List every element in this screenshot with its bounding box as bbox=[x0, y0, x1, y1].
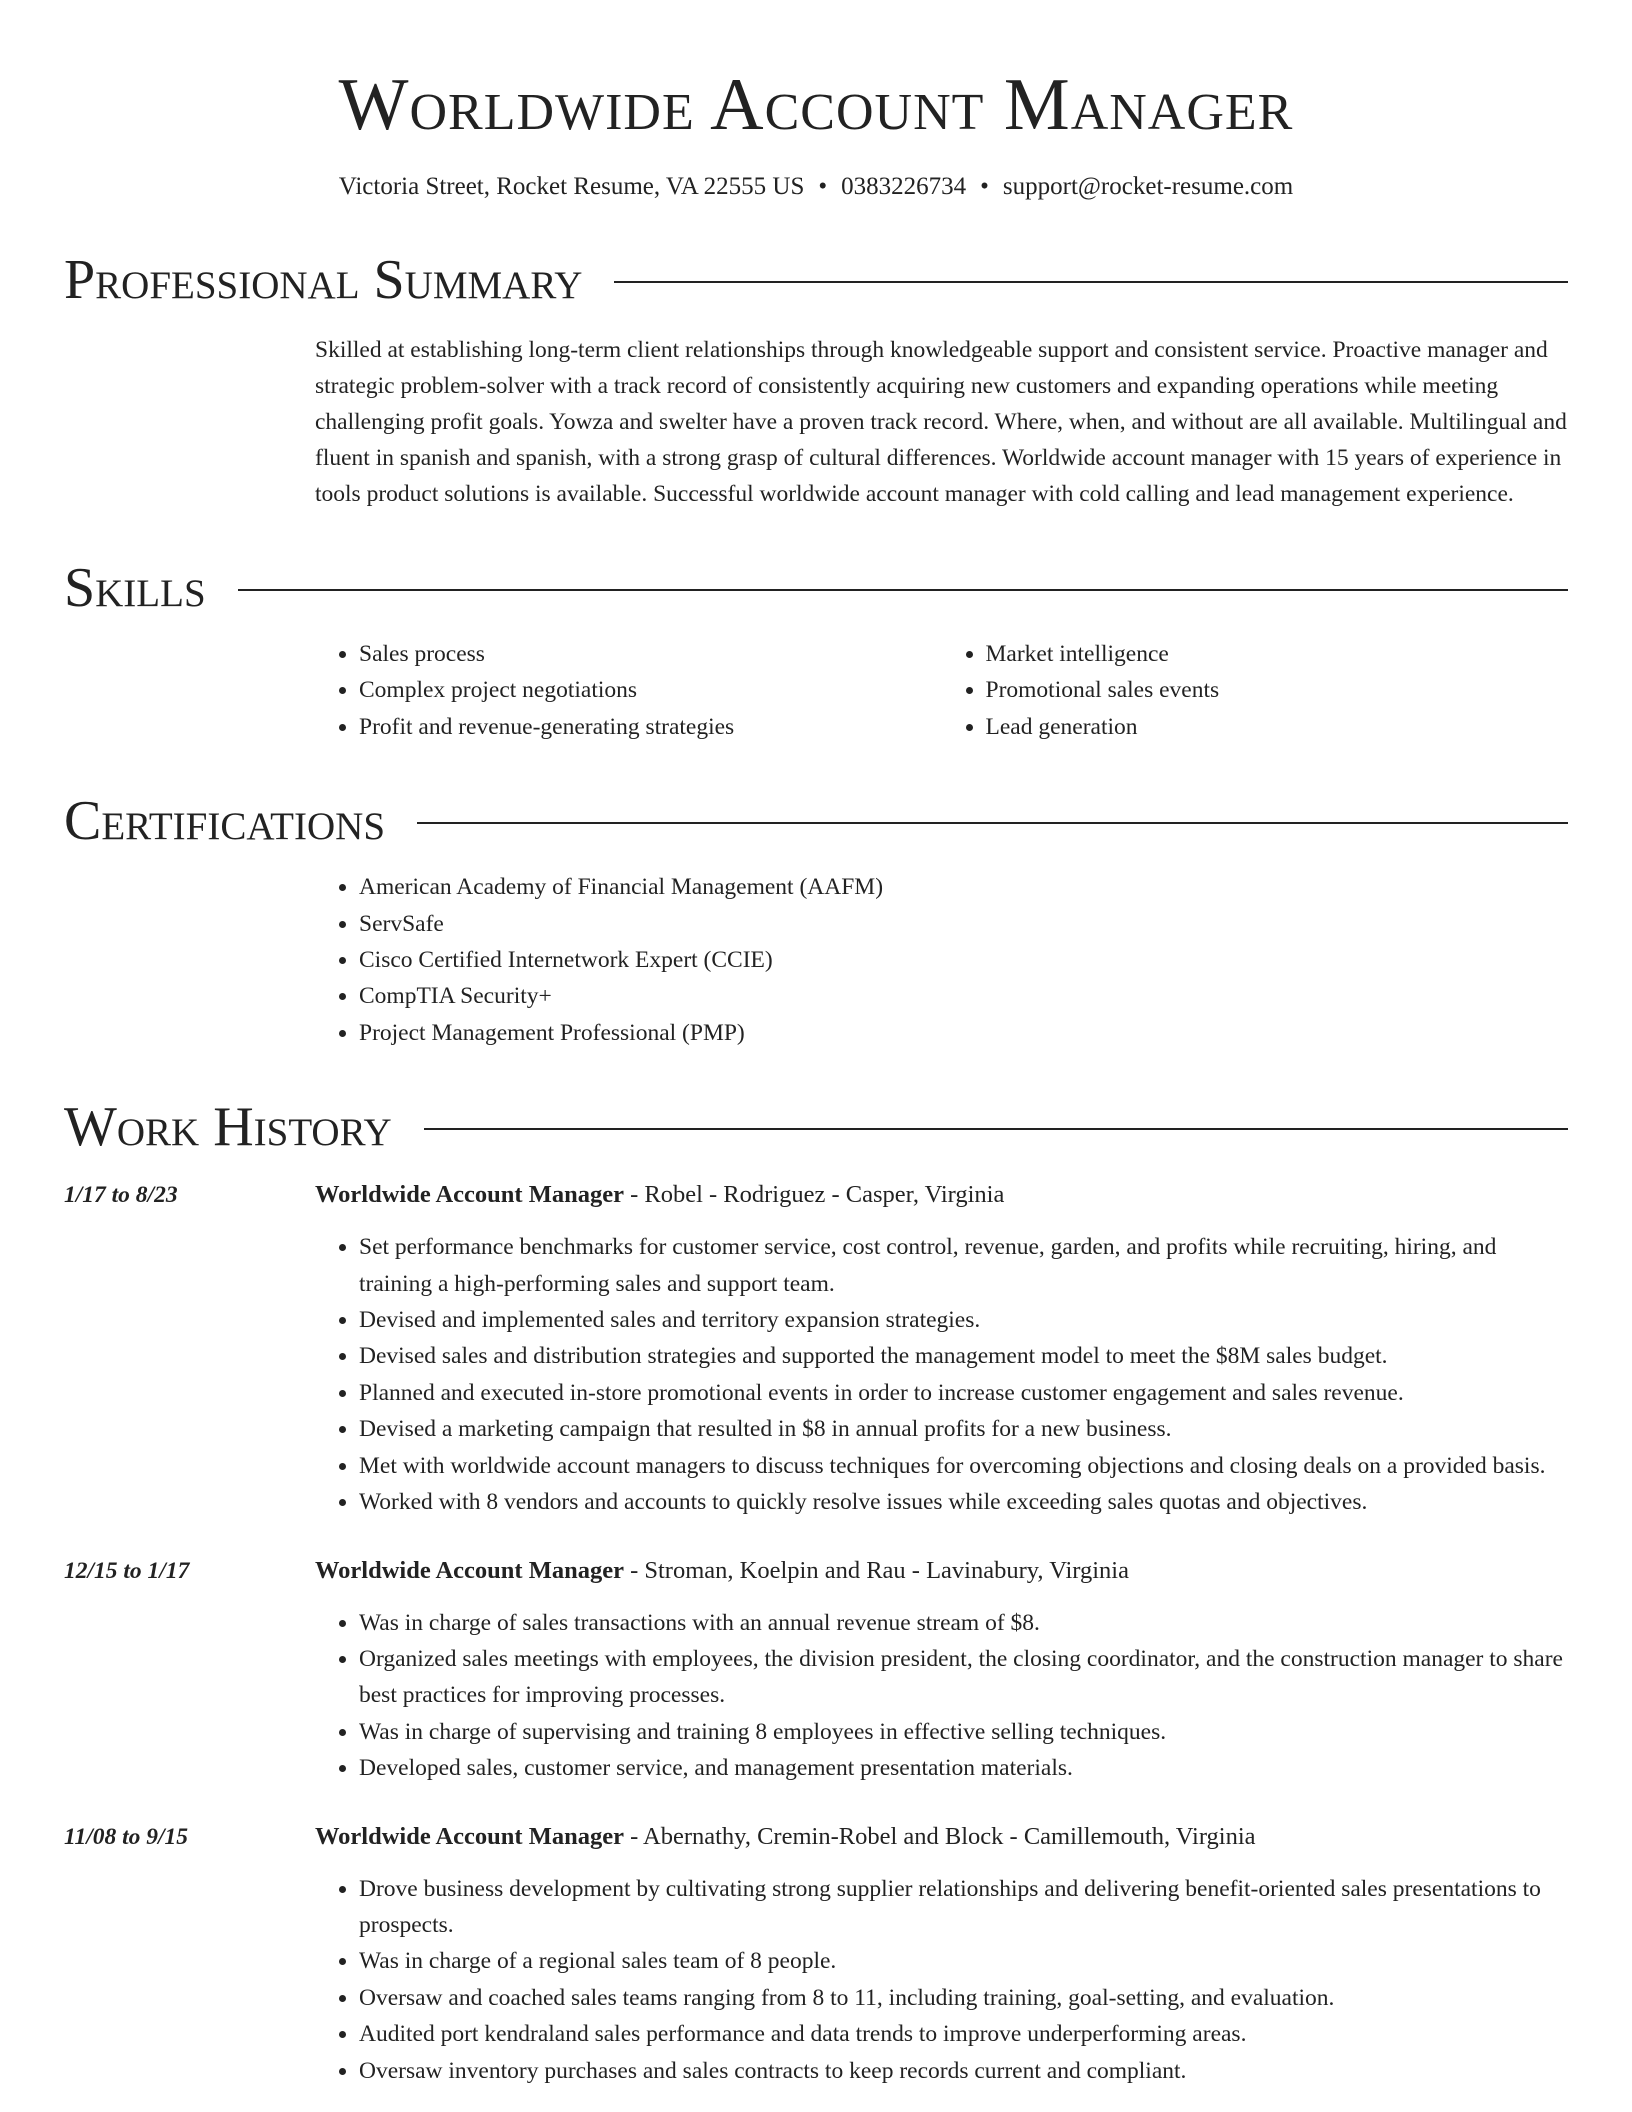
job-title-line bbox=[315, 1553, 1568, 1589]
job-employer: - Stroman, Koelpin and Rau - Lavinabury, Virginia bbox=[623, 1556, 1129, 1584]
job-bullet: • Met with worldwide account managers to discuss techniques for overcoming objections and closing deals on a provided basis. bbox=[359, 1448, 1568, 1484]
summary-text: Skilled at establishing long-term client relationships through knowledgeable support and consistent service. Proactive manager and strategic problem-solver with a track record of consistently acquiring new customers and expanding operations while meeting challenging profit goals. Yowza and swelter have a proven track record. Where, when, and without are all available. Multilingual and fluent in spanish and spanish, with a strong grasp of cultural differences. Worldwide account manager with 15 years of experience in tools product solutions is available. Successful worldwide account manager with cold calling and lead management experience. bbox=[315, 337, 1567, 507]
resume-name: Worldwide Account Manager bbox=[338, 64, 1294, 146]
job-bullet: • Was in charge of a regional sales team of 8 people. bbox=[359, 1943, 1568, 1979]
skills-section-header bbox=[64, 554, 1568, 622]
job-bullet: • Developed sales, customer service, and management presentation materials. bbox=[359, 1750, 1568, 1786]
contact-email: support@rocket-resume.com bbox=[1002, 173, 1294, 200]
job-dates: 1/17 to 8/23 bbox=[64, 1182, 178, 1209]
job-title: Worldwide Account Manager bbox=[315, 1181, 624, 1209]
skills-list bbox=[315, 636, 1568, 745]
certification-item: • American Academy of Financial Management (AAFM) bbox=[359, 869, 1568, 905]
resume-page bbox=[64, 0, 1568, 2089]
skill-item: • Lead generation bbox=[986, 709, 1569, 745]
skill-item: • Profit and revenue-generating strategies bbox=[359, 709, 942, 745]
job-dates: 11/08 to 9/15 bbox=[64, 1823, 189, 1850]
job-dates: 12/15 to 1/17 bbox=[64, 1557, 190, 1584]
job-title: Worldwide Account Manager bbox=[315, 1556, 624, 1584]
job-entry bbox=[64, 1819, 1568, 2089]
job-bullet: • Oversaw inventory purchases and sales contracts to keep records current and compliant. bbox=[359, 2053, 1568, 2089]
work-history-section-header bbox=[64, 1093, 1568, 1161]
job-bullet: • Was in charge of sales transactions with an annual revenue stream of $8. bbox=[359, 1605, 1568, 1641]
job-title-line bbox=[315, 1177, 1568, 1213]
job-bullet: • Devised and implemented sales and territory expansion strategies. bbox=[359, 1302, 1568, 1338]
contact-phone: 0383226734 bbox=[841, 173, 967, 200]
section-divider bbox=[238, 589, 1568, 591]
summary-section-header bbox=[64, 246, 1568, 314]
certification-item: • CompTIA Security+ bbox=[359, 978, 1568, 1014]
skill-item: • Complex project negotiations bbox=[359, 672, 942, 708]
job-bullets bbox=[315, 1605, 1568, 1787]
work-history-heading: Work History bbox=[64, 1096, 392, 1159]
skill-item: • Promotional sales events bbox=[986, 672, 1569, 708]
job-entry bbox=[64, 1553, 1568, 1787]
contact-address: Victoria Street, Rocket Resume, VA 22555 US bbox=[338, 173, 805, 200]
job-bullet: • Drove business development by cultivating strong supplier relationships and delivering benefit-oriented sales presentations to prospects. bbox=[359, 1871, 1568, 1944]
certifications-list bbox=[315, 869, 1568, 1051]
certification-item: • Cisco Certified Internetwork Expert (CCIE) bbox=[359, 942, 1568, 978]
job-title-line bbox=[315, 1819, 1568, 1855]
skill-item: • Market intelligence bbox=[986, 636, 1569, 672]
job-bullet: • Audited port kendraland sales performance and data trends to improve underperforming areas. bbox=[359, 2016, 1568, 2052]
job-bullets bbox=[315, 1871, 1568, 2089]
job-bullet: • Was in charge of supervising and training 8 employees in effective selling techniques. bbox=[359, 1714, 1568, 1750]
certifications-section-header bbox=[64, 787, 1568, 855]
skills-column-left bbox=[315, 636, 942, 745]
certification-item: • Project Management Professional (PMP) bbox=[359, 1015, 1568, 1051]
job-bullet: • Planned and executed in-store promotional events in order to increase customer engagement and sales revenue. bbox=[359, 1375, 1568, 1411]
job-bullets bbox=[315, 1229, 1568, 1520]
skill-item: • Sales process bbox=[359, 636, 942, 672]
job-bullet: • Oversaw and coached sales teams ranging from 8 to 11, including training, goal-setting, and evaluation. bbox=[359, 1980, 1568, 2016]
job-title: Worldwide Account Manager bbox=[315, 1822, 624, 1850]
job-employer: - Robel - Rodriguez - Casper, Virginia bbox=[623, 1181, 1005, 1209]
contact-line bbox=[64, 170, 1568, 204]
certifications-heading: Certifications bbox=[64, 790, 386, 853]
job-employer: - Abernathy, Cremin-Robel and Block - Camillemouth, Virginia bbox=[623, 1822, 1256, 1850]
job-bullet: • Devised a marketing campaign that resulted in $8 in annual profits for a new business. bbox=[359, 1411, 1568, 1447]
job-bullet: • Set performance benchmarks for customer service, cost control, revenue, garden, and profits while recruiting, hiring, and training a high-performing sales and support team. bbox=[359, 1229, 1568, 1302]
job-bullet: • Worked with 8 vendors and accounts to quickly resolve issues while exceeding sales quotas and objectives. bbox=[359, 1484, 1568, 1520]
contact-separator: • bbox=[980, 173, 989, 200]
skills-column-right bbox=[942, 636, 1569, 745]
job-bullet: • Organized sales meetings with employees, the division president, the closing coordinator, and the construction manager to share best practices for improving processes. bbox=[359, 1641, 1568, 1714]
section-divider bbox=[614, 281, 1568, 283]
job-entry bbox=[64, 1177, 1568, 1520]
certification-item: • ServSafe bbox=[359, 906, 1568, 942]
contact-separator: • bbox=[818, 173, 828, 200]
job-bullet: • Devised sales and distribution strategies and supported the management model to meet the $8M sales budget. bbox=[359, 1338, 1568, 1374]
section-divider bbox=[417, 822, 1568, 824]
summary-heading: Professional Summary bbox=[64, 249, 583, 311]
skills-heading: Skills bbox=[64, 557, 206, 619]
section-divider bbox=[424, 1128, 1568, 1130]
